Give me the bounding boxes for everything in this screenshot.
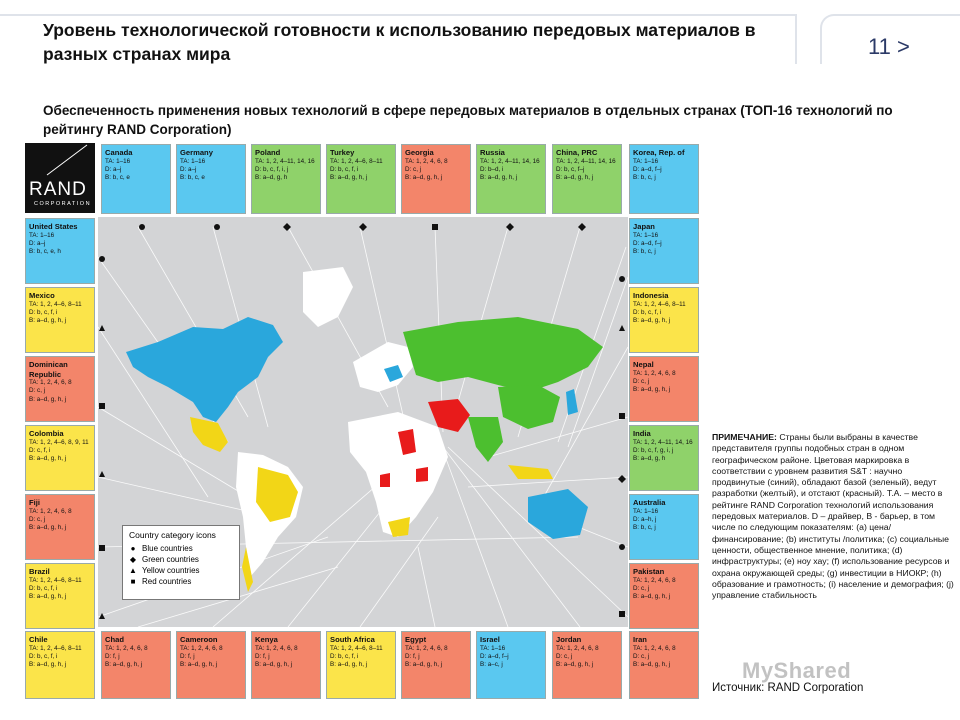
country-barriers: B: b, c, e bbox=[105, 174, 130, 182]
country-name: Canada bbox=[105, 148, 133, 157]
country-name: Chad bbox=[105, 635, 124, 644]
country-barriers: B: a–d, g, h bbox=[633, 455, 666, 463]
country-name: Fiji bbox=[29, 498, 40, 507]
country-box-japan bbox=[629, 218, 699, 284]
country-box-pakistan bbox=[629, 563, 699, 629]
country-barriers: B: a–d, g, h, j bbox=[255, 661, 293, 669]
country-ta: TA: 1–16 bbox=[29, 231, 55, 239]
country-drivers: D: b–d, i bbox=[480, 165, 504, 173]
country-drivers: D: a–j bbox=[180, 165, 197, 173]
country-drivers: D: c, j bbox=[633, 377, 650, 385]
country-name: Mexico bbox=[29, 291, 55, 300]
country-name: United States bbox=[29, 222, 78, 231]
country-drivers: D: c, j bbox=[29, 515, 46, 523]
country-box-korea bbox=[629, 144, 699, 214]
watermark: MyShared bbox=[742, 658, 852, 683]
country-drivers: D: c, j bbox=[29, 387, 46, 395]
country-drivers: D: a–h, j bbox=[633, 515, 657, 523]
rand-logo-word: RAND bbox=[29, 179, 87, 200]
country-box-georgia bbox=[401, 144, 471, 214]
country-barriers: B: a–c, j bbox=[480, 661, 503, 669]
country-box-israel bbox=[476, 631, 546, 699]
country-name: Iran bbox=[633, 635, 647, 644]
country-ta: TA: 1, 2, 4, 6, 8 bbox=[29, 507, 72, 515]
country-ta: TA: 1, 2, 4–6, 8–11 bbox=[29, 300, 82, 308]
country-ta: TA: 1, 2, 4, 6, 8 bbox=[255, 644, 298, 652]
country-name: Cameroon bbox=[180, 635, 218, 644]
country-box-united-states bbox=[25, 218, 95, 284]
country-name: Dominican Republic bbox=[29, 360, 68, 379]
country-ta: TA: 1–16 bbox=[105, 157, 131, 165]
country-drivers: D: c, f, i bbox=[29, 446, 51, 454]
country-ta: TA: 1, 2, 4, 6, 8 bbox=[633, 644, 676, 652]
country-barriers: B: a–d, g, h, j bbox=[29, 317, 67, 325]
country-drivers: D: c, j bbox=[556, 652, 573, 660]
country-box-india bbox=[629, 425, 699, 491]
legend-label: Yellow countries bbox=[142, 566, 200, 575]
country-name: Chile bbox=[29, 635, 48, 644]
country-drivers: D: b, c, f, i, j bbox=[255, 165, 289, 173]
rand-logo-sub: CORPORATION bbox=[34, 201, 92, 207]
country-name: India bbox=[633, 429, 651, 438]
country-barriers: B: a–d, g, h, j bbox=[633, 386, 671, 394]
country-drivers: D: a–j bbox=[105, 165, 122, 173]
country-drivers: D: b, c, f, i bbox=[633, 308, 662, 316]
legend-label: Green countries bbox=[142, 555, 199, 564]
country-ta: TA: 1, 2, 4, 6, 8 bbox=[105, 644, 148, 652]
country-name: Japan bbox=[633, 222, 655, 231]
country-box-jordan bbox=[552, 631, 622, 699]
country-name: Egypt bbox=[405, 635, 427, 644]
country-barriers: B: b, c, e, h bbox=[29, 248, 61, 256]
country-box-turkey bbox=[326, 144, 396, 214]
country-drivers: D: a–d, f–j bbox=[633, 239, 662, 247]
country-barriers: B: b, c, e bbox=[180, 174, 205, 182]
country-box-fiji bbox=[25, 494, 95, 560]
rand-logo-mark bbox=[25, 143, 95, 177]
country-box-canada bbox=[101, 144, 171, 214]
country-name: Georgia bbox=[405, 148, 434, 157]
country-box-kenya bbox=[251, 631, 321, 699]
country-drivers: D: a–j bbox=[29, 239, 46, 247]
country-drivers: D: b, c, f, i bbox=[29, 652, 58, 660]
country-drivers: D: b, c, f, i bbox=[29, 584, 58, 592]
legend-title: Country category icons bbox=[129, 530, 216, 540]
country-drivers: D: a–d, f–j bbox=[480, 652, 509, 660]
country-box-russia bbox=[476, 144, 546, 214]
country-ta: TA: 1–16 bbox=[633, 157, 659, 165]
legend-item bbox=[129, 576, 233, 587]
country-barriers: B: a–d, g, h, j bbox=[29, 524, 67, 532]
country-name: Germany bbox=[180, 148, 213, 157]
triangle-icon: ▲ bbox=[129, 566, 137, 575]
rand-logo bbox=[25, 143, 95, 213]
country-barriers: B: a–d, g, h, j bbox=[29, 593, 67, 601]
country-drivers: D: c, j bbox=[633, 652, 650, 660]
country-drivers: D: b, c, f, i bbox=[29, 308, 58, 316]
country-box-mexico bbox=[25, 287, 95, 353]
country-ta: TA: 1–16 bbox=[480, 644, 506, 652]
legend-label: Red countries bbox=[142, 577, 192, 586]
country-barriers: B: a–d, g, h, j bbox=[330, 661, 368, 669]
country-barriers: B: a–d, g, h, j bbox=[29, 661, 67, 669]
country-ta: TA: 1, 2, 4, 6, 8 bbox=[633, 369, 676, 377]
country-name: China, PRC bbox=[556, 148, 598, 157]
country-ta: TA: 1–16 bbox=[633, 507, 659, 515]
country-drivers: D: b, c, f, g, i, j bbox=[633, 446, 674, 454]
country-name: Korea, Rep. of bbox=[633, 148, 685, 157]
country-barriers: B: a–d, g, h, j bbox=[405, 174, 443, 182]
page-number[interactable]: 11 > bbox=[868, 34, 910, 59]
country-ta: TA: 1, 2, 4–6, 8–11 bbox=[29, 576, 82, 584]
country-name: Indonesia bbox=[633, 291, 669, 300]
header-divider-vertical bbox=[795, 14, 797, 64]
circle-icon: ● bbox=[130, 544, 136, 553]
country-name: Russia bbox=[480, 148, 505, 157]
country-ta: TA: 1, 2, 4, 6, 8 bbox=[556, 644, 599, 652]
country-ta: TA: 1, 2, 4–11, 14, 16 bbox=[480, 157, 540, 165]
country-ta: TA: 1, 2, 4–6, 8–11 bbox=[29, 644, 82, 652]
country-name: Israel bbox=[480, 635, 500, 644]
country-barriers: B: a–d, g, h, j bbox=[556, 174, 594, 182]
country-name: Brazil bbox=[29, 567, 50, 576]
legend-label: Blue countries bbox=[142, 544, 193, 553]
country-ta: TA: 1–16 bbox=[180, 157, 206, 165]
country-ta: TA: 1, 2, 4–6, 8, 9, 11 bbox=[29, 438, 89, 446]
country-box-dominican-republic bbox=[25, 356, 95, 422]
country-barriers: B: a–d, g, h, j bbox=[556, 661, 594, 669]
country-barriers: B: b, c, j bbox=[633, 524, 656, 532]
country-drivers: D: f, j bbox=[180, 652, 195, 660]
country-box-brazil bbox=[25, 563, 95, 629]
country-barriers: B: a–d, g, h, j bbox=[105, 661, 143, 669]
country-barriers: B: a–d, g, h, j bbox=[633, 661, 671, 669]
rand-figure bbox=[25, 143, 701, 700]
legend-item bbox=[129, 565, 233, 576]
country-name: Australia bbox=[633, 498, 666, 507]
country-barriers: B: b, c, j bbox=[633, 248, 656, 256]
country-drivers: D: f, j bbox=[255, 652, 270, 660]
country-name: Poland bbox=[255, 148, 281, 157]
country-drivers: D: a–d, f–j bbox=[633, 165, 662, 173]
country-name: Turkey bbox=[330, 148, 355, 157]
country-ta: TA: 1, 2, 4, 6, 8 bbox=[29, 379, 72, 386]
country-ta: TA: 1, 2, 4–6, 8–11 bbox=[330, 157, 383, 165]
country-box-china bbox=[552, 144, 622, 214]
country-box-indonesia bbox=[629, 287, 699, 353]
country-barriers: B: a–d, g, h bbox=[255, 174, 288, 182]
country-box-cameroon bbox=[176, 631, 246, 699]
country-box-poland bbox=[251, 144, 321, 214]
country-ta: TA: 1, 2, 4–6, 8–11 bbox=[330, 644, 383, 652]
country-name: Colombia bbox=[29, 429, 64, 438]
country-ta: TA: 1, 2, 4, 6, 8 bbox=[405, 157, 448, 165]
note-label: ПРИМЕЧАНИЕ: bbox=[712, 432, 777, 442]
country-drivers: D: b, c, f, i bbox=[330, 165, 359, 173]
country-ta: TA: 1, 2, 4, 6, 8 bbox=[405, 644, 448, 652]
country-barriers: B: b, c, j bbox=[633, 174, 656, 182]
country-drivers: D: f, j bbox=[105, 652, 120, 660]
country-barriers: B: a–d, g, h, j bbox=[180, 661, 218, 669]
country-drivers: D: f, j bbox=[405, 652, 420, 660]
square-icon: ■ bbox=[130, 577, 136, 586]
country-box-australia bbox=[629, 494, 699, 560]
source-citation: Источник: RAND Corporation bbox=[712, 682, 864, 694]
country-name: Pakistan bbox=[633, 567, 665, 576]
country-box-egypt bbox=[401, 631, 471, 699]
country-drivers: D: c, j bbox=[633, 584, 650, 592]
legend-item bbox=[129, 554, 233, 565]
country-drivers: D: b, c, f, i bbox=[330, 652, 359, 660]
country-drivers: D: c, j bbox=[405, 165, 422, 173]
country-box-chad bbox=[101, 631, 171, 699]
figure-subtitle: Обеспеченность применения новых технологий в сфере передовых материалов в отдельных странах (ТОП-16 технологий по рейтингу RAND Corporation) bbox=[43, 103, 893, 137]
header-divider-line bbox=[0, 14, 795, 16]
country-box-colombia bbox=[25, 425, 95, 491]
map-legend bbox=[122, 525, 240, 600]
country-barriers: B: a–d, g, h, j bbox=[29, 455, 67, 463]
country-box-iran bbox=[629, 631, 699, 699]
figure-note bbox=[712, 432, 956, 601]
country-barriers: B: a–d, g, h, j bbox=[29, 395, 67, 403]
country-barriers: B: a–d, g, h, j bbox=[480, 174, 518, 182]
country-barriers: B: a–d, g, h, j bbox=[405, 661, 443, 669]
country-ta: TA: 1, 2, 4, 6, 8 bbox=[633, 576, 676, 584]
country-ta: TA: 1–16 bbox=[633, 231, 659, 239]
country-name: South Africa bbox=[330, 635, 375, 644]
country-drivers: D: b, c, f–j bbox=[556, 165, 585, 173]
country-name: Kenya bbox=[255, 635, 278, 644]
country-box-germany bbox=[176, 144, 246, 214]
country-ta: TA: 1, 2, 4–11, 14, 16 bbox=[556, 157, 616, 165]
country-barriers: B: a–d, g, h, j bbox=[633, 317, 671, 325]
country-barriers: B: a–d, g, h, j bbox=[633, 593, 671, 601]
country-ta: TA: 1, 2, 4–11, 14, 16 bbox=[255, 157, 315, 165]
country-box-south-africa bbox=[326, 631, 396, 699]
slide-title: Уровень технологической готовности к использованию передовых материалов в разных странах мира bbox=[43, 20, 756, 64]
note-text: Страны были выбраны в качестве представителя группы подобных стран в одном географическом районе. Цветовая маркировка в соответствии с уровнем развития S&T : научно продвинутые (синий), обладают базой (зеленый), ведут разработки (желтый), и отстают (красный). Т.А. – место в рейтинге RAND Corporation технологий использования передовых материалов. D – драйвер, B - барьер, в том числе по следующим показателям: (a) цена/финансирование; (b) институты /политика; (c) социальные ценности, общественное мнение, политика; (d) инфраструктуры; (e) ноу хау; (f) использование ресурсов и охрана окружающей среды; (g) инвестиции в НИОКР; (h) образование и грамотность; (i) население и демография; (j) управление стабильность bbox=[712, 432, 954, 601]
country-ta: TA: 1, 2, 4, 6, 8 bbox=[180, 644, 223, 652]
country-name: Jordan bbox=[556, 635, 582, 644]
country-ta: TA: 1, 2, 4–11, 14, 16 bbox=[633, 438, 693, 446]
legend-item bbox=[129, 543, 233, 554]
country-box-nepal bbox=[629, 356, 699, 422]
country-ta: TA: 1, 2, 4–6, 8–11 bbox=[633, 300, 686, 308]
diamond-icon: ◆ bbox=[129, 555, 137, 564]
country-name: Nepal bbox=[633, 360, 654, 369]
country-barriers: B: a–d, g, h, j bbox=[330, 174, 368, 182]
country-box-chile bbox=[25, 631, 95, 699]
